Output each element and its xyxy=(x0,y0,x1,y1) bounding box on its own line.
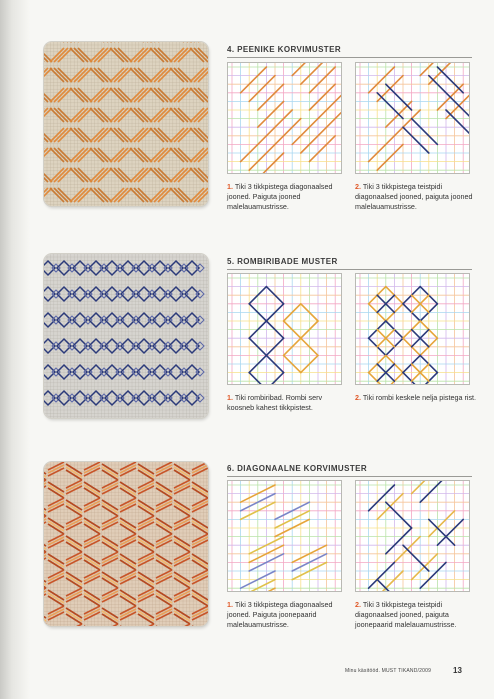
section-divider xyxy=(227,269,472,270)
diagram-grid-step-1 xyxy=(227,480,342,592)
diagram-grid-step-2 xyxy=(355,480,470,592)
diagonal-stitch-line xyxy=(301,63,327,84)
diagonal-stitch-line xyxy=(327,101,341,127)
diagonal-stitch-line xyxy=(420,63,446,76)
section-divider xyxy=(227,476,472,477)
diagram-grid-step-1 xyxy=(227,273,342,385)
stitch xyxy=(44,624,46,626)
diagonal-stitch-line xyxy=(318,93,341,119)
diagonal-stitch-line xyxy=(412,481,438,494)
diagram-grid-step-1 xyxy=(227,62,342,174)
caption-step-2: 2. Tiki rombi keskele nelja pistega rist. xyxy=(355,393,477,402)
section-title: 6. DIAGONAALNE KORVIMUSTER xyxy=(227,464,368,473)
page-binding-shadow xyxy=(0,0,30,699)
reverse-diagonal-stitch-line xyxy=(455,101,469,127)
footer-magazine-credit: Minu käsitööd. MUST TIKAND/2009 xyxy=(345,668,432,674)
caption-step-1: 1. Tiki 3 tikkpistega diagonaalsed jooned. Paiguta jooned malelauamustrisse. xyxy=(227,182,333,211)
section-divider xyxy=(227,57,472,58)
caption-step-1: 1. Tiki 3 tikkpistega diagonaalsed jooned. Paiguta joonepaarid malelauamustrisse. xyxy=(227,600,333,629)
caption-step-2: 2. Tiki 3 tikkpistega teistpidi diagonaalsed jooned, paiguta jooned malelauamustrisse. xyxy=(355,182,473,211)
diagonal-stitch-line xyxy=(292,63,318,76)
caption-step-1: 1. Tiki rombiribad. Rombi serv koosneb kahest tikkpistest. xyxy=(227,393,323,412)
section-title: 4. PEENIKE KORVIMUSTER xyxy=(227,45,342,54)
reverse-diagonal-stitch-line xyxy=(377,580,403,591)
section-title: 5. ROMBIRIBADE MUSTER xyxy=(227,257,338,266)
swatch-photo-diamond-rows xyxy=(44,254,208,418)
swatch-photo-basket-fine xyxy=(44,42,208,206)
diagonal-stitch-line xyxy=(420,481,446,502)
swatch-photo-diagonal-basket xyxy=(44,462,208,626)
caption-step-2: 2. Tiki 3 tikkpistega teistpidi diagonaalsed jooned, paiguta joonepaarid malelauamustrisse. xyxy=(355,600,457,629)
reverse-diagonal-stitch-line xyxy=(386,502,412,528)
reverse-diagonal-stitch-line xyxy=(403,545,429,571)
diagram-grid-step-2 xyxy=(355,273,470,385)
fabric-background xyxy=(44,42,208,206)
reverse-diagonal-stitch-line xyxy=(446,110,469,136)
page-number: 13 xyxy=(453,666,462,675)
diagram-grid-step-2 xyxy=(355,62,470,174)
